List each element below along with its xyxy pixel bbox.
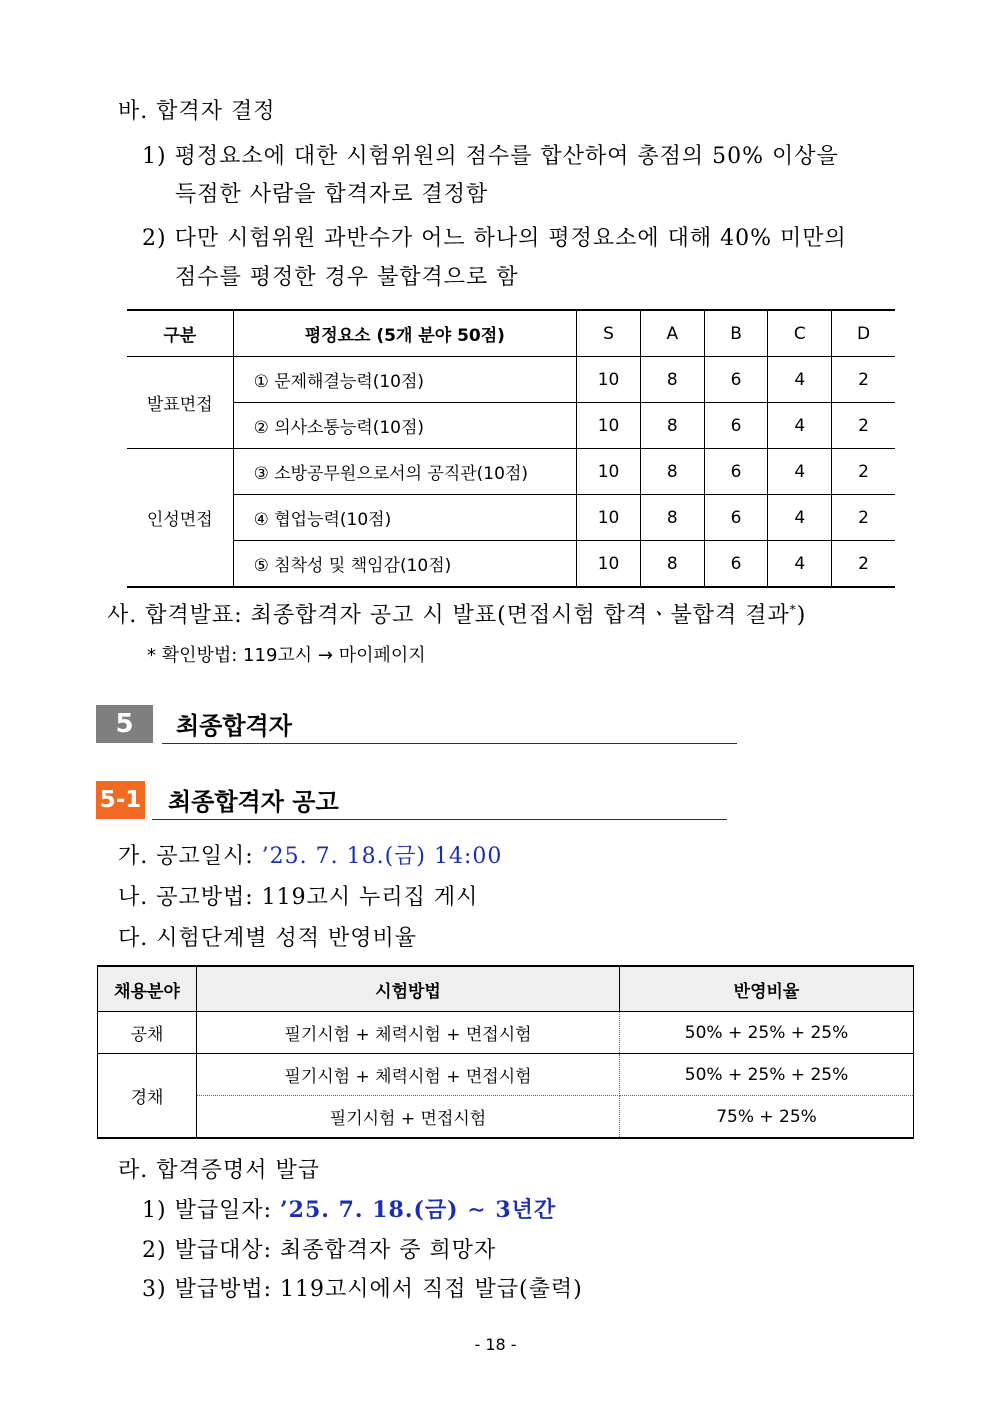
table-row [98, 1096, 914, 1139]
group-personality-interview: 인성면접 [127, 449, 233, 588]
section-5-divider [162, 743, 737, 744]
header-ratio: 반영비율 [620, 966, 914, 1012]
header-grade-a: A [640, 310, 704, 357]
header-criteria: 평정요소 (5개 분야 50점) [233, 310, 577, 357]
table-header-row [127, 310, 895, 357]
criteria-item: ③ 소방공무원으로서의 공직관(10점) [233, 449, 577, 495]
field-open-recruitment: 공채 [98, 1012, 197, 1054]
table-header-row [98, 966, 914, 1012]
section-5-1-divider [152, 819, 727, 820]
score-cell: 10 [577, 357, 641, 403]
score-cell: 8 [640, 495, 704, 541]
score-cell: 10 [577, 403, 641, 449]
announce-datetime-value: ’25. 7. 18.(금) 14:00 [261, 844, 503, 869]
criteria-item: ④ 협업능력(10점) [233, 495, 577, 541]
table-row [127, 357, 895, 403]
score-cell: 8 [640, 541, 704, 588]
ratio-cell: 75% + 25% [620, 1096, 914, 1139]
certificate-issue-date-value: ’25. 7. 18.(금) ∼ 3년간 [280, 1197, 557, 1223]
announce-method: 나. 공고방법: 119고시 누리집 게시 [118, 885, 479, 910]
score-cell: 4 [768, 357, 832, 403]
score-cell: 4 [768, 495, 832, 541]
table-row [127, 449, 895, 495]
table-row [98, 1054, 914, 1096]
exam-method-cell: 필기시험 + 체력시험 + 면접시험 [197, 1012, 620, 1054]
score-cell: 6 [704, 541, 768, 588]
score-cell: 10 [577, 541, 641, 588]
score-cell: 8 [640, 449, 704, 495]
section-sa-heading-text: 사. 합격발표: 최종합격자 공고 시 발표(면접시험 합격ㆍ불합격 결과 [107, 603, 790, 628]
certificate-method: 3) 발급방법: 119고시에서 직접 발급(출력) [142, 1277, 583, 1302]
page-number: - 18 - [474, 1335, 517, 1354]
certificate-issue-date [142, 1193, 556, 1224]
section-5-title: 최종합격자 [176, 712, 292, 740]
score-ratio-table [97, 965, 914, 1139]
section-ba-item1-line2: 득점한 사람을 합격자로 결정함 [175, 182, 489, 207]
score-cell: 10 [577, 449, 641, 495]
score-cell: 2 [832, 357, 895, 403]
section-ba-item2-line2: 점수를 평정한 경우 불합격으로 함 [175, 265, 519, 290]
header-exam-method: 시험방법 [197, 966, 620, 1012]
criteria-item: ② 의사소통능력(10점) [233, 403, 577, 449]
score-cell: 8 [640, 403, 704, 449]
certificate-issue-date-label: 1) 발급일자: [142, 1198, 280, 1223]
score-cell: 6 [704, 449, 768, 495]
announce-datetime [118, 839, 502, 870]
section-5-1-title: 최종합격자 공고 [168, 788, 339, 816]
table-row [127, 495, 895, 541]
score-cell: 10 [577, 495, 641, 541]
score-cell: 4 [768, 449, 832, 495]
header-category: 구분 [127, 310, 233, 357]
score-cell: 4 [768, 403, 832, 449]
exam-method-cell: 필기시험 + 체력시험 + 면접시험 [197, 1054, 620, 1096]
ratio-cell: 50% + 25% + 25% [620, 1054, 914, 1096]
header-grade-c: C [768, 310, 832, 357]
score-cell: 6 [704, 357, 768, 403]
section-5-number-box: 5 [96, 705, 153, 743]
score-cell: 2 [832, 495, 895, 541]
criteria-item: ① 문제해결능력(10점) [233, 357, 577, 403]
announce-datetime-label: 가. 공고일시: [118, 844, 262, 869]
ratio-cell: 50% + 25% + 25% [620, 1012, 914, 1054]
section-sa-heading-end: ) [796, 603, 807, 628]
section-ba-item2-line1: 2) 다만 시험위원 과반수가 어느 하나의 평정요소에 대해 40% 미만의 [142, 226, 847, 251]
certificate-heading: 라. 합격증명서 발급 [118, 1158, 320, 1183]
score-cell: 2 [832, 541, 895, 588]
table-row [98, 1012, 914, 1054]
section-ba-item1-line1: 1) 평정요소에 대한 시험위원의 점수를 합산하여 총점의 50% 이상을 [142, 144, 839, 169]
group-presentation-interview: 발표면접 [127, 357, 233, 449]
header-grade-b: B [704, 310, 768, 357]
score-ratio-heading: 다. 시험단계별 성적 반영비율 [118, 926, 417, 951]
section-ba-heading: 바. 합격자 결정 [118, 99, 276, 124]
score-cell: 6 [704, 403, 768, 449]
score-cell: 4 [768, 541, 832, 588]
table-row [127, 541, 895, 588]
evaluation-criteria-table [127, 309, 895, 588]
score-cell: 2 [832, 403, 895, 449]
section-sa-note: * 확인방법: 119고시 → 마이페이지 [147, 645, 426, 666]
score-cell: 8 [640, 357, 704, 403]
header-grade-s: S [577, 310, 641, 357]
section-5-1-number-box: 5-1 [96, 781, 145, 819]
header-recruitment-field: 채용분야 [98, 966, 197, 1012]
criteria-item: ⑤ 침착성 및 책임감(10점) [233, 541, 577, 588]
certificate-target: 2) 발급대상: 최종합격자 중 희망자 [142, 1238, 497, 1263]
score-cell: 6 [704, 495, 768, 541]
header-grade-d: D [832, 310, 895, 357]
section-sa-heading [107, 598, 806, 629]
table-row [127, 403, 895, 449]
exam-method-cell: 필기시험 + 면접시험 [197, 1096, 620, 1139]
score-cell: 2 [832, 449, 895, 495]
footnote-marker: * [789, 602, 797, 617]
field-career-recruitment: 경채 [98, 1054, 197, 1139]
